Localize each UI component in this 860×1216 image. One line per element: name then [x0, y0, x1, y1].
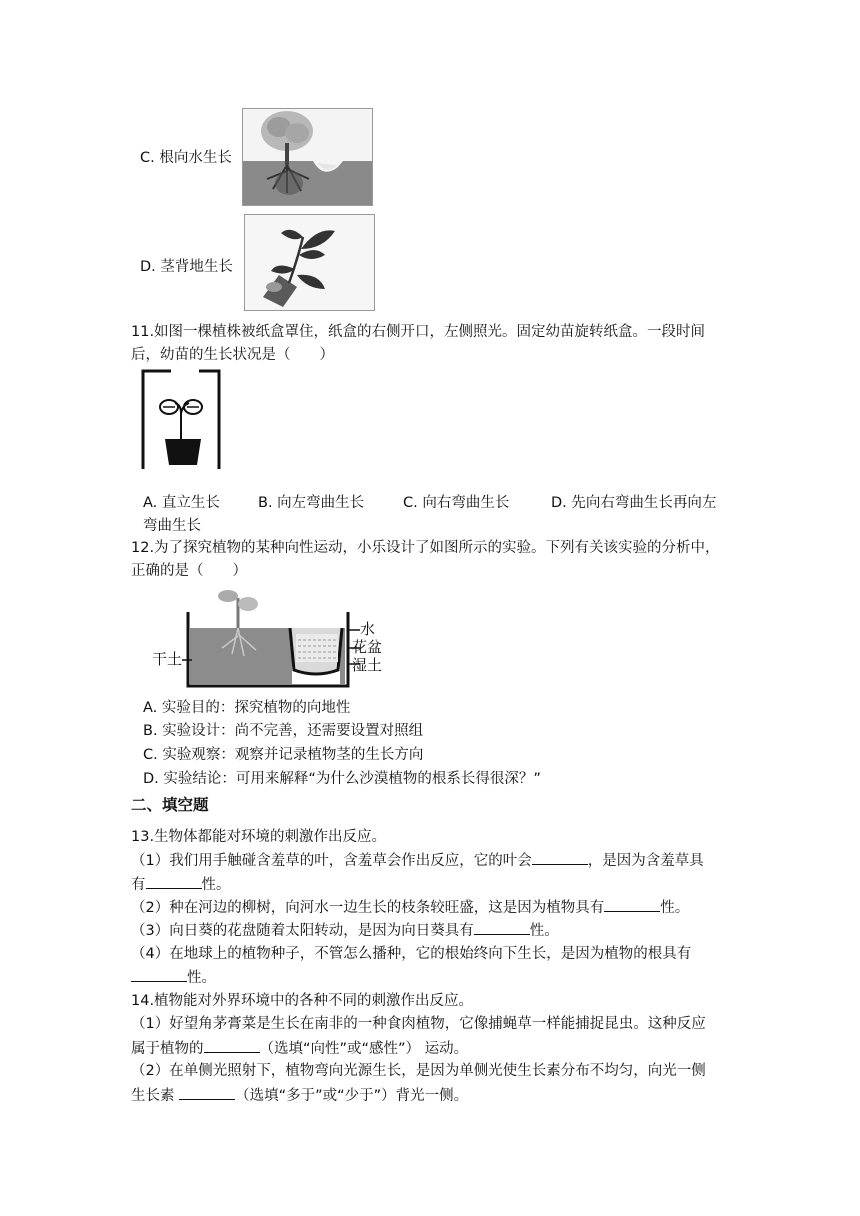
water-label: 水 [360, 620, 376, 638]
q12-option-b: B. 实验设计：尚不完善，还需要设置对照组 [143, 723, 424, 739]
q12-stem-line2: 正确的是（ ） [131, 563, 247, 579]
q12-option-a: A. 实验目的：探究植物的向地性 [143, 700, 351, 716]
q12-stem-line1: 12.为了探究植物的某种向性运动，小乐设计了如图所示的实验。下列有关该实验的分析中， [131, 540, 720, 556]
q14-part2-line2 [131, 1085, 468, 1106]
q13-part1-text-a: （1）我们用手触碰含羞草的叶，含羞草会作出反应，它的叶会 [131, 853, 532, 869]
q13-part2 [131, 897, 689, 918]
wet-soil-label: 湿土 [352, 656, 382, 674]
q13-part2-text-b: 性。 [660, 900, 690, 916]
q13-part1-text-c: 有 [131, 877, 146, 893]
q14-part2-text-b: 生长素 [131, 1088, 180, 1104]
option-d-label: D. 茎背地生长 [140, 259, 233, 275]
q11-option-c: C. 向右弯曲生长 [403, 495, 510, 511]
tank-experiment-figure [152, 584, 382, 689]
q13-part1-line1 [131, 850, 704, 871]
q13-part4-line1: （4）在地球上的植物种子，不管怎么播种，它的根始终向下生长，是因为植物的根具有 [131, 946, 692, 962]
q12-option-d: D. 实验结论：可用来解释“为什么沙漠植物的根系长得很深？” [143, 771, 541, 787]
q13-part4-text-b: 性。 [187, 970, 216, 986]
q14-part2-line1: （2）在单侧光照射下，植物弯向光源生长，是因为单侧光使生长素分布不均匀，向光一侧 [131, 1063, 706, 1079]
box-plant-figure [141, 369, 221, 469]
q14-part1-line2 [131, 1038, 468, 1059]
answer-blank[interactable] [131, 967, 187, 982]
q14-part1-text-b: 属于植物的 [131, 1041, 204, 1057]
q13-part1-line2 [131, 874, 231, 895]
answer-blank[interactable] [532, 850, 588, 865]
q14-stem: 14.植物能对外界环境中的各种不同的刺激作出反应。 [131, 993, 474, 1009]
q11-stem-line1: 11.如图一棵植株被纸盒罩住，纸盒的右侧开口，左侧照光。固定幼苗旋转纸盒。一段时间 [131, 324, 706, 340]
q13-stem: 13.生物体都能对环境的刺激作出反应。 [131, 829, 387, 845]
pot-label: 花盆 [352, 638, 382, 656]
q14-part2-text-c: （选填“多于”或“少于”）背光一侧。 [235, 1088, 469, 1104]
q13-part1-text-b: ，是因为含羞草具 [587, 853, 704, 869]
q11-option-b: B. 向左弯曲生长 [258, 495, 365, 511]
tilted-pot-plant-figure [244, 214, 375, 311]
q14-part1-text-c: （选填“向性”或“感性”） 运动。 [259, 1041, 469, 1057]
q11-option-a: A. 直立生长 [143, 495, 220, 511]
answer-blank[interactable] [604, 897, 660, 912]
answer-blank[interactable] [204, 1038, 260, 1053]
q13-part1-text-d: 性。 [201, 877, 231, 893]
q12-option-c: C. 实验观察：观察并记录植物茎的生长方向 [143, 747, 424, 763]
q11-stem-line2: 后，幼苗的生长状况是（ ） [131, 347, 334, 363]
dry-soil-label: 干土 [152, 650, 183, 668]
option-c-label: C. 根向水生长 [140, 150, 232, 166]
q14-part1-line1: （1）好望角茅膏菜是生长在南非的一种食肉植物，它像捕蝇草一样能捕捉昆虫。这种反应 [131, 1016, 706, 1032]
q13-part2-text-a: （2）种在河边的柳树，向河水一边生长的枝条较旺盛，这是因为植物具有 [131, 900, 605, 916]
q13-part3-text-b: 性。 [529, 923, 559, 939]
q11-option-d-cont: 弯曲生长 [143, 518, 201, 534]
answer-blank[interactable] [146, 874, 202, 889]
section-title: 二、填空题 [131, 796, 209, 814]
tree-roots-figure [242, 108, 373, 206]
answer-blank[interactable] [474, 920, 530, 935]
answer-blank[interactable] [179, 1085, 235, 1100]
q11-option-d: D. 先向右弯曲生长再向左 [551, 495, 717, 511]
q13-part4-line2 [131, 967, 216, 988]
q13-part3 [131, 920, 559, 941]
q13-part3-text-a: （3）向日葵的花盘随着太阳转动，是因为向日葵具有 [131, 923, 474, 939]
